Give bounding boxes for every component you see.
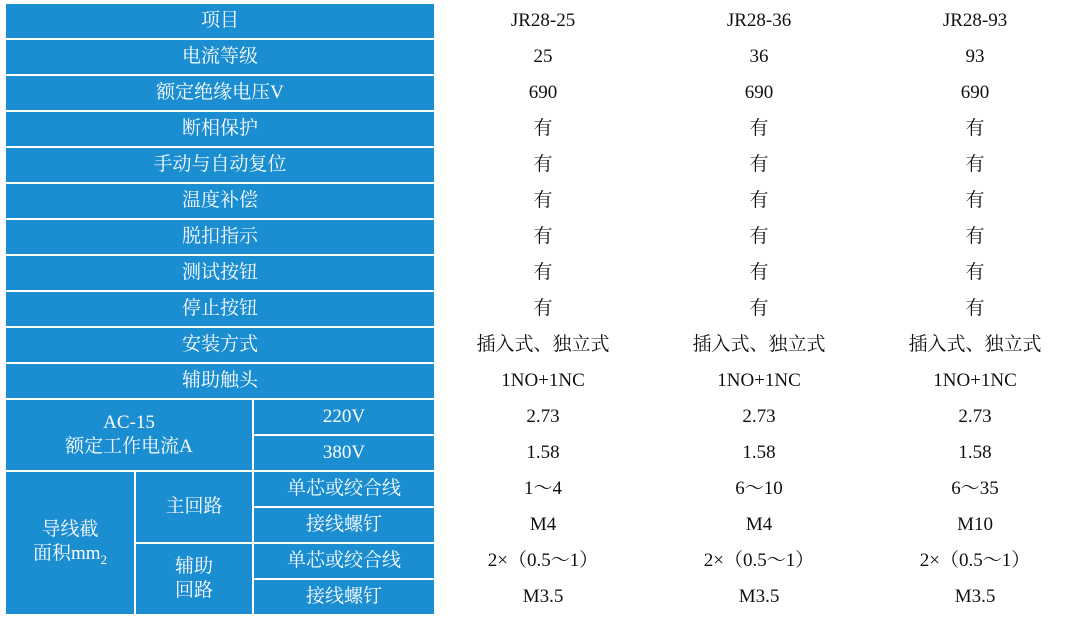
row-value: M3.5 bbox=[651, 579, 867, 615]
row-value: 有 bbox=[867, 291, 1083, 327]
group-label-ac15-line2: 额定工作电流A bbox=[65, 436, 193, 457]
specification-table bbox=[4, 2, 1084, 616]
row-value: M10 bbox=[867, 507, 1083, 543]
table-row bbox=[5, 255, 1083, 291]
table-row bbox=[5, 39, 1083, 75]
row-label: 辅助触头 bbox=[5, 363, 435, 399]
table-row bbox=[5, 543, 1083, 579]
table-row bbox=[5, 183, 1083, 219]
group-label-wire-line2: 面积$mm_2$ bbox=[32, 542, 108, 567]
row-value: 插入式、独立式 bbox=[867, 327, 1083, 363]
row-value: 有 bbox=[867, 147, 1083, 183]
row-value: 2.73 bbox=[867, 399, 1083, 435]
row-value: M4 bbox=[435, 507, 651, 543]
row-value: 36 bbox=[651, 39, 867, 75]
row-value: 1～4 bbox=[435, 471, 651, 507]
row-value: M3.5 bbox=[867, 579, 1083, 615]
row-value: 有 bbox=[651, 111, 867, 147]
row-value: 2×（0.5～1） bbox=[435, 543, 651, 579]
row-label: 断相保护 bbox=[5, 111, 435, 147]
table-row bbox=[5, 75, 1083, 111]
row-value: 有 bbox=[867, 183, 1083, 219]
subgroup-label-main-circuit: 主回路 bbox=[135, 471, 253, 543]
row-value: 690 bbox=[651, 75, 867, 111]
group-label-wire-section bbox=[5, 471, 135, 615]
spec-table-container bbox=[0, 2, 1088, 621]
row-value: M4 bbox=[651, 507, 867, 543]
row-value: 6～35 bbox=[867, 471, 1083, 507]
group-label-ac15 bbox=[5, 399, 253, 471]
row-value: 插入式、独立式 bbox=[435, 327, 651, 363]
row-value: 1NO+1NC bbox=[435, 363, 651, 399]
column-header-jr28-25: JR28-25 bbox=[435, 3, 651, 39]
row-label: 手动与自动复位 bbox=[5, 147, 435, 183]
row-label: 安装方式 bbox=[5, 327, 435, 363]
row-label: 停止按钮 bbox=[5, 291, 435, 327]
row-value: 25 bbox=[435, 39, 651, 75]
row-value: 1.58 bbox=[651, 435, 867, 471]
subgroup-label-aux-line1: 辅助 bbox=[174, 556, 213, 578]
table-row bbox=[5, 327, 1083, 363]
sub-row-label-380v: 380V bbox=[253, 435, 435, 471]
subgroup-label-aux-line2: 回路 bbox=[174, 580, 213, 601]
row-value: 有 bbox=[867, 219, 1083, 255]
sub-row-label: 单芯或绞合线 bbox=[253, 471, 435, 507]
row-label: 测试按钮 bbox=[5, 255, 435, 291]
table-row bbox=[5, 399, 1083, 435]
row-value: 2×（0.5～1） bbox=[651, 543, 867, 579]
row-value: 有 bbox=[435, 291, 651, 327]
row-value: 2.73 bbox=[435, 399, 651, 435]
subgroup-label-aux-circuit bbox=[135, 543, 253, 615]
table-row bbox=[5, 471, 1083, 507]
row-value: 1NO+1NC bbox=[651, 363, 867, 399]
row-value: 690 bbox=[435, 75, 651, 111]
row-label: 电流等级 bbox=[5, 39, 435, 75]
row-value: 有 bbox=[651, 219, 867, 255]
row-value: 2.73 bbox=[651, 399, 867, 435]
row-label: 脱扣指示 bbox=[5, 219, 435, 255]
row-value: 有 bbox=[435, 147, 651, 183]
row-label: 额定绝缘电压V bbox=[5, 75, 435, 111]
row-value: 有 bbox=[651, 183, 867, 219]
row-value: 6～10 bbox=[651, 471, 867, 507]
row-value: 有 bbox=[435, 255, 651, 291]
table-row bbox=[5, 219, 1083, 255]
row-value: 1NO+1NC bbox=[867, 363, 1083, 399]
row-value: 有 bbox=[651, 291, 867, 327]
row-value: 93 bbox=[867, 39, 1083, 75]
sub-row-label-220v: 220V bbox=[253, 399, 435, 435]
row-value: 有 bbox=[435, 111, 651, 147]
row-value: 有 bbox=[435, 183, 651, 219]
row-value: 插入式、独立式 bbox=[651, 327, 867, 363]
group-label-wire-line1: 导线截 bbox=[41, 519, 99, 541]
table-row bbox=[5, 3, 1083, 39]
row-value: 1.58 bbox=[435, 435, 651, 471]
row-value: 有 bbox=[867, 255, 1083, 291]
row-value: 有 bbox=[435, 219, 651, 255]
column-header-jr28-36: JR28-36 bbox=[651, 3, 867, 39]
table-row bbox=[5, 147, 1083, 183]
column-header-jr28-93: JR28-93 bbox=[867, 3, 1083, 39]
table-row bbox=[5, 291, 1083, 327]
row-value: 有 bbox=[651, 147, 867, 183]
row-label: 温度补偿 bbox=[5, 183, 435, 219]
row-value: 2×（0.5～1） bbox=[867, 543, 1083, 579]
row-value: 690 bbox=[867, 75, 1083, 111]
column-header-item: 项目 bbox=[5, 3, 435, 39]
row-value: 1.58 bbox=[867, 435, 1083, 471]
group-label-ac15-line1: AC-15 bbox=[103, 412, 155, 434]
sub-row-label: 接线螺钉 bbox=[253, 579, 435, 615]
row-value: 有 bbox=[867, 111, 1083, 147]
table-row bbox=[5, 111, 1083, 147]
row-value: M3.5 bbox=[435, 579, 651, 615]
row-value: 有 bbox=[651, 255, 867, 291]
table-row bbox=[5, 363, 1083, 399]
sub-row-label: 单芯或绞合线 bbox=[253, 543, 435, 579]
sub-row-label: 接线螺钉 bbox=[253, 507, 435, 543]
